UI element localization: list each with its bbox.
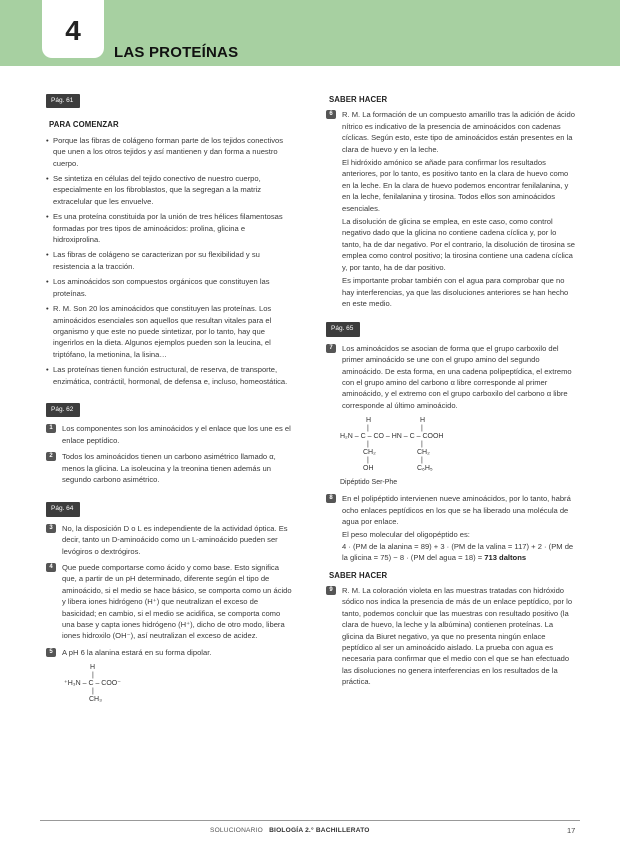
item-number: 9 [326, 586, 336, 595]
answer-item [46, 523, 294, 557]
left-column [46, 94, 294, 708]
dipeptide-structure [340, 417, 576, 487]
bond-line: | [421, 425, 423, 433]
list-item: • Las proteínas tienen función estructural, de reserva, de transporte, enzimática, contráctil, hormonal, de defensa e, incluso, homeostática. [46, 364, 294, 387]
list-item: • Se sintetiza en células del tejido conectivo de nuestro cuerpo, especialmente en los fibroblastos, que la segregan a la matriz extracelular que les envuelve. [46, 173, 294, 207]
answer-item [46, 562, 294, 642]
bond-line: | [92, 672, 94, 680]
answer-paragraph: El peso molecular del oligopéptido es: [342, 530, 470, 540]
bond-line: | [367, 457, 369, 465]
dipeptide-h2: H [420, 417, 426, 425]
answer-text: Que puede comportarse como ácido y como base. Esto significa que, a partir de un pH determinado, diferente según el tipo de aminoácido, si el medio se hace básico, se comporta como un ácido y libera iones hidrógeno (H⁺) que neutralizan el exceso de basicidad; en cambio, si el medio se acidifica, se comporta como una base y capta iones hidrógeno (H⁺), dicho de otro modo, libera iones hidroxilo (OH⁻), así neutralizan el exceso de acidez. [62, 563, 292, 641]
answer-text: Los aminoácidos se asocian de forma que el grupo carboxilo del primer aminoácido se une con el grupo amino del segundo aminoácido. De esta forma, en una cadena polipeptídica, el extremo con el grupo amino del carbono α libre corresponde al primer aminoácido, y el extremo con el grupo carboxilo del carbono α libre corresponde al último aminoácido. [342, 343, 572, 410]
answer-paragraph: El hidróxido amónico se añade para confirmar los resultados anteriores, por lo tanto, es positivo tanto en la clara de huevo como en la leche. En la clara de huevo podemos encontrar fenilalanina, y en la leche, fenilalanina y tirosina. Todos ellos son aminoácidos esenciales. [342, 158, 569, 213]
item-number: 6 [326, 110, 336, 119]
page-ref-62: Pág. 62 [46, 403, 80, 417]
dipeptide-row: H₂N – C – CO – HN – C – COOH [340, 433, 444, 441]
bond-line: | [367, 441, 369, 449]
answer-paragraph: R. M. La formación de un compuesto amarillo tras la adición de ácido nítrico es indicativo de la presencia de aminoácidos con cadenas cíclicas. Según esto, este tipo de aminoácidos están presentes en la clara de huevo y en la leche. [342, 110, 575, 154]
item-number: 3 [46, 524, 56, 533]
page-ref-65: Pág. 65 [326, 322, 360, 336]
page-ref-61: Pág. 61 [46, 94, 80, 108]
right-column [326, 94, 576, 693]
alanine-h: H [90, 664, 96, 672]
answer-item [46, 647, 294, 658]
footer-divider [40, 820, 580, 821]
chapter-number: 4 [42, 0, 104, 58]
footer-label: SOLUCIONARIO [210, 827, 263, 834]
list-item: • R. M. Son 20 los aminoácidos que constituyen las proteínas. Los aminoácidos esenciales son aquellos que resultan vitales para el organismo y que este no puede sintetizar, por lo tanto, hay que ingerirlos en la dieta. Algunos ejemplos pueden son la leucina, el triptófano, la metionina, la lisina… [46, 303, 294, 360]
item-number: 8 [326, 494, 336, 503]
list-item: • Porque las fibras de colágeno forman parte de los tejidos conectivos que unen a los otros tejidos y así mantienen y dan forma a nuestro cuerpo. [46, 135, 294, 169]
answer-item [326, 493, 576, 563]
chapter-title: LAS PROTEÍNAS [114, 44, 239, 61]
dipeptide-caption: Dipéptido Ser-Phe [340, 479, 398, 487]
alanine-structure [64, 664, 294, 704]
item-number: 5 [46, 648, 56, 657]
bullet-list [46, 135, 294, 387]
answer-paragraph: Es importante probar también con el agua para comprobar que no hay interferencias, ya que las disoluciones anteriores se han hecho en este medio. [342, 276, 569, 308]
bond-line: | [367, 425, 369, 433]
footer [210, 827, 370, 834]
answer-item [326, 109, 576, 309]
list-item: • Las fibras de colágeno se caracterizan por su flexibilidad y su resistencia a la tracción. [46, 249, 294, 272]
dipeptide-oh: OH [363, 465, 374, 473]
dipeptide-ch2b: CH₂ [417, 449, 430, 457]
answer-text: R. M. La coloración violeta en las muestras tratadas con hidróxido sódico nos indica la presencia de más de un enlace peptídico, por lo tanto, podemos concluir que las muestras con resultado positivo (la clara de huevo, la leche y la albúmina) contienen proteínas. La glicina da Biuret negativo, ya que no presenta ningún enlace peptídico al ser un aminoácido aislado. La prueba con agua es necesaria para confirmar que el medio con el que se han efectuado las disoluciones no genera interferencias en los resultados de la práctica. [342, 586, 573, 687]
list-item: • Es una proteína constituida por la unión de tres hélices filamentosas formadas por tres tipos de aminoácidos: prolina, glicina e hidroxiprolina. [46, 211, 294, 245]
answer-item [46, 451, 294, 485]
answer-text: No, la disposición D o L es independiente de la actividad óptica. Es decir, tanto un D-aminoácido como un L-aminoácido pueden ser levógiros o dextrógiros. [62, 523, 288, 556]
item-number: 7 [326, 344, 336, 353]
calc-text: 4 · (PM de la alanina = 89) + 3 · (PM de la valina = 117) + 2 · (PM de la glicina = 75) − 8 · (PM del agua = 18) = [342, 541, 574, 563]
alanine-row: ⁺H₃N – C – COO⁻ [64, 680, 121, 688]
bond-line: | [421, 441, 423, 449]
item-number: 4 [46, 563, 56, 572]
dipeptide-c6h5: C₆H₅ [417, 465, 433, 473]
answer-paragraph: La disolución de glicina se emplea, en este caso, como control negativo dado que la glicina no contiene cadena cíclica y, por lo tanto, ha de dar negativo. Por el contrario, la disolución de tirosina se emplea como control positivo; la tirosina contiene una cadena cíclica y, por tanto, ha de dar positivo. [342, 217, 576, 272]
answer-item [326, 343, 576, 411]
section-saber-hacer: SABER HACER [329, 95, 388, 104]
answer-text: A pH 6 la alanina estará en su forma dipolar. [62, 647, 212, 657]
answer-item [46, 423, 294, 446]
answer-text: Los componentes son los aminoácidos y el enlace que los une es el enlace peptídico. [62, 424, 291, 445]
answer-item [326, 585, 576, 688]
list-item: • Los aminoácidos son compuestos orgánicos que constituyen las proteínas. [46, 276, 294, 299]
answer-paragraph: En el polipéptido intervienen nueve aminoácidos, por lo tanto, habrá ocho enlaces peptídicos en los que se ha liberado una molécula de agua por enlace. [342, 494, 571, 526]
bond-line: | [421, 457, 423, 465]
footer-subject: BIOLOGÍA 2.° BACHILLERATO [269, 827, 370, 834]
page-number: 17 [567, 826, 576, 835]
page-ref-64: Pág. 64 [46, 502, 80, 516]
bond-line: | [92, 688, 94, 696]
dipeptide-ch2a: CH₂ [363, 449, 376, 457]
item-number: 1 [46, 424, 56, 433]
answer-text: Todos los aminoácidos tienen un carbono asimétrico llamado α, menos la glicina. La isoleucina y la treonina tienen además un segundo carbono asimétrico. [62, 452, 276, 484]
section-para-comenzar: PARA COMENZAR [49, 120, 119, 130]
section-saber-hacer-2: SABER HACER [329, 570, 388, 580]
dipeptide-h1: H [366, 417, 372, 425]
item-number: 2 [46, 452, 56, 461]
alanine-ch3: CH₃ [89, 696, 102, 704]
calc-result: 713 daltons [484, 553, 527, 563]
